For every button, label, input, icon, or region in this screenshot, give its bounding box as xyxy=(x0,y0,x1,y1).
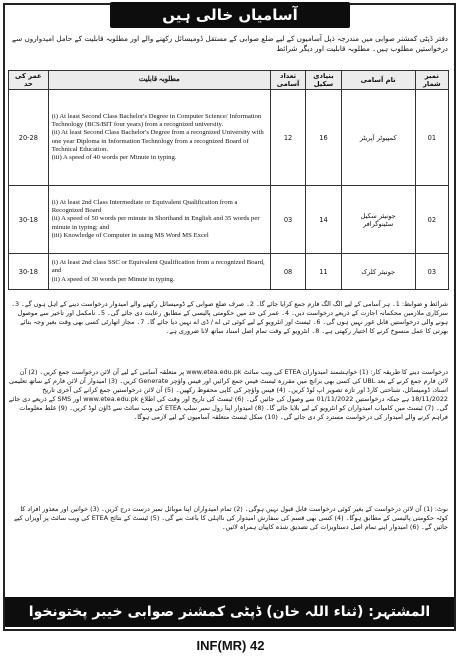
qualification-cell xyxy=(48,254,270,290)
intro-text: دفتر ڈپٹی کمشنر صوابی میں مندرجہ ذیل آسامیوں کے لیے ضلع صوابی کے مستقل ڈومیسائل رکھنے والے اور مطلوبہ قابلیت کے حامل امیدواروں سے درخواستیں مطلوب ہیں۔ مطلوبہ قابلیت اور دیگر شرائط xyxy=(11,34,448,53)
advertiser-signature: المشتہر: (ثناء اللہ خان) ڈپٹی کمشنر صوابی خیبر پختونخوا xyxy=(5,597,454,627)
header-count: تعداد آسامی xyxy=(270,71,305,90)
serial-cell: 03 xyxy=(415,254,448,290)
qualification-line: (iii) Knowledge of Computer in using MS Word MS Excel xyxy=(51,231,209,239)
reference-number: INF(MR) 42 xyxy=(196,638,265,653)
age-cell: 20-28 xyxy=(9,90,49,186)
qualification-line: (ii) A speed of 50 words per minute in Shorthand in English and 35 words per minute in typing; and xyxy=(51,215,260,231)
header-qualification: مطلوبہ قابلیت xyxy=(48,71,270,90)
serial-cell: 02 xyxy=(415,186,448,254)
header-age: عمر کی حد xyxy=(9,71,49,90)
table-row xyxy=(9,90,449,186)
qualification-line: (i) At least 2nd Class Intermediate or Equivalent Qualification from a Recognized Board xyxy=(51,198,238,215)
table-header-row xyxy=(9,71,449,90)
qualification-line: (i) At least Second Class Bachelor's Degree in Computer Science/ Information Technology (BCS/BIT four years) from a recognized university. xyxy=(51,112,262,129)
header-scale: بنیادی سکیل xyxy=(306,71,341,90)
qualification-cell xyxy=(48,186,270,254)
page-title: آسامیاں خالی ہیں xyxy=(110,2,350,28)
count-cell: 08 xyxy=(270,254,305,290)
post-name-cell: جونیئر سکیل سٹینوگرافر xyxy=(341,186,415,254)
age-cell: 30-18 xyxy=(9,186,49,254)
scale-cell: 11 xyxy=(306,254,341,290)
count-cell: 12 xyxy=(270,90,305,186)
count-cell: 03 xyxy=(270,186,305,254)
qualification-cell xyxy=(48,90,270,186)
header-post-name: نام آسامی xyxy=(341,71,415,90)
application-procedure: درخواست دینے کا طریقہ کار: (1) خواہشمند امیدواران ETEA کی ویب سائٹ www.etea.edu.pk پر متعلقہ آسامی کے لیے آن لائن درخواست جمع کریں۔ (2) آن لائن فارم جمع کرنے کے بعد UBL کی کسی بھی برانچ میں مقررہ ٹیسٹ فیس جمع کرائیں اور فیس واؤچر Generate کریں۔ (3) امیدوار آن لائن فارم کے ساتھ تعلیمی اسناد، ڈومیسائل، شناختی کارڈ اور تازہ تصویر اپ لوڈ کریں۔ (4) فیس واؤچر کی کاپی محفوظ رکھیں۔ (5) آن لائن درخواستیں جمع کرانے کی آخری تاریخ 18/11/2022 ہے جبکہ درخواستیں 01/11/2022 سے وصول کی جائیں گی۔ (6) ٹیسٹ کی تاریخ اور وقت کی اطلاع www.etea.edu.pk اور SMS کے ذریعے دی جائے گی۔ (7) ٹیسٹ میں کامیاب امیدواران کو انٹرویو کے لیے بلایا جائے گا۔ (8) امیدوار اپنا رول نمبر سلپ ETEA کی ویب سائٹ سے ڈاؤن لوڈ کریں۔ (9) غلط معلومات فراہم کرنے والے امیدوار کی درخواست مسترد کر دی جائے گی۔ (10) سکل ٹیسٹ متعلقہ آسامیوں کے لیے لازمی ہوگا۔ xyxy=(8,368,448,422)
qualification-line: (ii) A speed of 30 words per Minute in typing. xyxy=(51,275,175,283)
scale-cell: 16 xyxy=(306,90,341,186)
qualification-line: (ii) At least Second Class Bachelor's Degree from a recognized University with one year Diploma in Information Technology from a recognized Board of Technical Education. xyxy=(51,129,264,153)
age-cell: 30-18 xyxy=(9,254,49,290)
table-row xyxy=(9,254,449,290)
serial-cell: 01 xyxy=(415,90,448,186)
header-serial: نمبر شمار xyxy=(415,71,448,90)
table-row xyxy=(9,186,449,254)
vacancies-table xyxy=(8,70,449,290)
post-name-cell: کمپیوٹر آپریٹر xyxy=(341,90,415,186)
qualification-line: (iii) A speed of 40 words per Minute in typing. xyxy=(51,153,177,161)
post-name-cell: جونیئر کلرک xyxy=(341,254,415,290)
notes-section: نوٹ: (1) آن لائن درخواست کے بغیر کوئی درخواست قابل قبول نہیں ہوگی۔ (2) تمام امیدواران اپنا موبائل نمبر درست درج کریں۔ (3) خواتین اور معذور افراد کا کوٹہ حکومتی پالیسی کے مطابق ہوگا۔ (4) کسی بھی قسم کی سفارش امیدوار کی نااہلی کا باعث بنے گی۔ (5) ٹیسٹ کے نتائج ETEA کی ویب سائٹ پر آویزاں کیے جائیں گے۔ (6) امیدوار اپنے تمام اصل دستاویزات کی تصدیق شدہ کاپیاں ہمراہ لائیں۔ xyxy=(14,505,448,532)
scale-cell: 14 xyxy=(306,186,341,254)
terms-and-conditions: شرائط و ضوابط: 1۔ ہر آسامی کے لیے الگ الگ فارم جمع کرایا جائے گا۔ 2۔ صرف ضلع صوابی کے ڈومیسائل رکھنے والے امیدوار درخواست دینے کے اہل ہوں گے۔ 3۔ سرکاری ملازمین محکمانہ اجازت کے ذریعے درخواست دیں۔ 4۔ عمر کی حد میں حکومتی پالیسی کے مطابق رعایت دی جائے گی۔ 5۔ نامکمل اور تاخیر سے موصول ہونے والی درخواستیں قابل غور نہیں ہوں گی۔ 6۔ ٹیسٹ اور انٹرویو کے لیے کوئی ٹی اے / ڈی اے نہیں دیا جائے گا۔ 7۔ مجاز اتھارٹی کسی بھی وقت بغیر وجہ بتائے بھرتی کا عمل منسوخ کرنے کا اختیار رکھتی ہے۔ 8۔ انٹرویو کے وقت تمام اصل اسناد ساتھ لانا ضروری ہے۔ xyxy=(11,300,448,336)
qualification-line: (i) At least 2nd class SSC or Equivalent Qualification from a recognized Board, and xyxy=(51,259,265,275)
